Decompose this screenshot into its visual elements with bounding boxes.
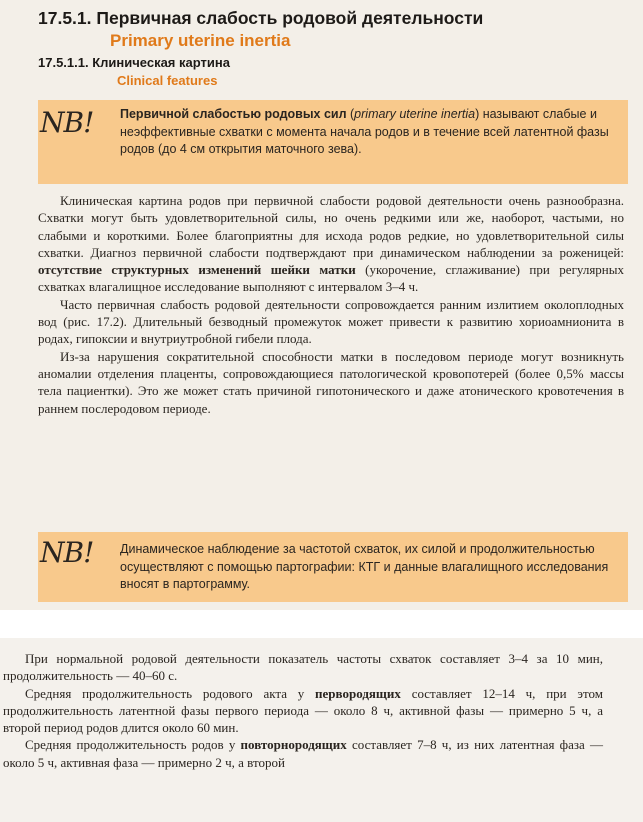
nb-definition: ) называют слабые и неэффективные схватки с момента начала родов и в течение всей латентной фазы родов (до 4 см открытия маточного зева). [120,107,609,156]
emphasis-text: первородящих [315,685,401,701]
paragraph [3,736,603,771]
body-text-lower [3,650,603,771]
paragraph-text: составляет 12–14 ч, при этом продолжительность латентной фазы первого периода — около 8 ч, активной фазы — примерно 5 ч, а второй период родов длится около 60 мин. [3,685,603,736]
paragraph-text: составляет 7–8 ч, из них латентная фаза — около 5 ч, активная фаза — примерно 2 ч, а второй [3,737,603,770]
nb-paren-open: ( [346,107,355,121]
section-heading: 17.5.1. Первичная слабость родовой деятельности [38,8,484,28]
subsection-heading: 17.5.1.1. Клиническая картина [38,55,230,70]
nb-term-en: primary uterine inertia [354,107,476,121]
body-text-upper [38,192,624,417]
paragraph [3,685,603,737]
nb-term: Первичной слабостью родовых сил [120,107,347,121]
emphasis-text: повторнородящих [240,737,347,753]
paragraph [38,192,624,296]
paragraph-text: Средняя продолжительность родов у [25,737,241,753]
nb-callout-definition [38,100,628,184]
paragraph-text: Средняя продолжительность родового акта у [25,685,316,701]
paragraph-text: (укорочение, сглаживание) при регулярных схватках влагалищное исследование выполняют с интервалом 3–4 ч. [38,262,624,295]
paragraph: При нормальной родовой деятельности показатель частоты схваток составляет 3–4 за 10 мин, продолжительность — 40–60 с. [3,651,603,684]
subsection-heading-en: Clinical features [117,73,218,88]
nb-callout-text [120,106,618,159]
nb-callout-monitoring [38,532,628,602]
emphasis-text: отсутствие структурных изменений шейки матки [38,262,356,278]
paragraph: Часто первичная слабость родовой деятельности сопровождается ранним излитием околоплодных вод (рис. 17.2). Длительный безводный промежуток может привести к развитию хориоамнионита в родах, гипоксии и внутриутробной гибели плода. [38,296,624,347]
nb-logo: NB! [40,106,94,139]
paragraph-text: Клиническая картина родов при первичной слабости родовой деятельности очень разнообразна. Схватки могут быть удовлетворительной силы, но очень редкими или же, наоборот, частыми, но слабыми и короткими. Более благоприятны для исхода родов редкие, но удовлетворительной силы схватки. Диагноз первичной слабости подтверждают при динамическом наблюдении за роженицей: [38,193,624,260]
nb-logo: NB! [40,536,94,569]
paragraph: Из-за нарушения сократительной способности матки в последовом периоде могут возникнуть аномалии отделения плаценты, сопровождающиеся патологической кровопотерей (более 0,5% массы тела пациентки). Это же может стать причиной гипотонического и даже атонического кровотечения в раннем послеродовом периоде. [38,348,624,416]
section-heading-en: Primary uterine inertia [110,31,291,50]
nb-callout-text: Динамическое наблюдение за частотой схваток, их силой и продолжительностью осуществляют с помощью партографии: КТГ и данные влагалищного исследования вносят в партограмму. [120,542,609,591]
